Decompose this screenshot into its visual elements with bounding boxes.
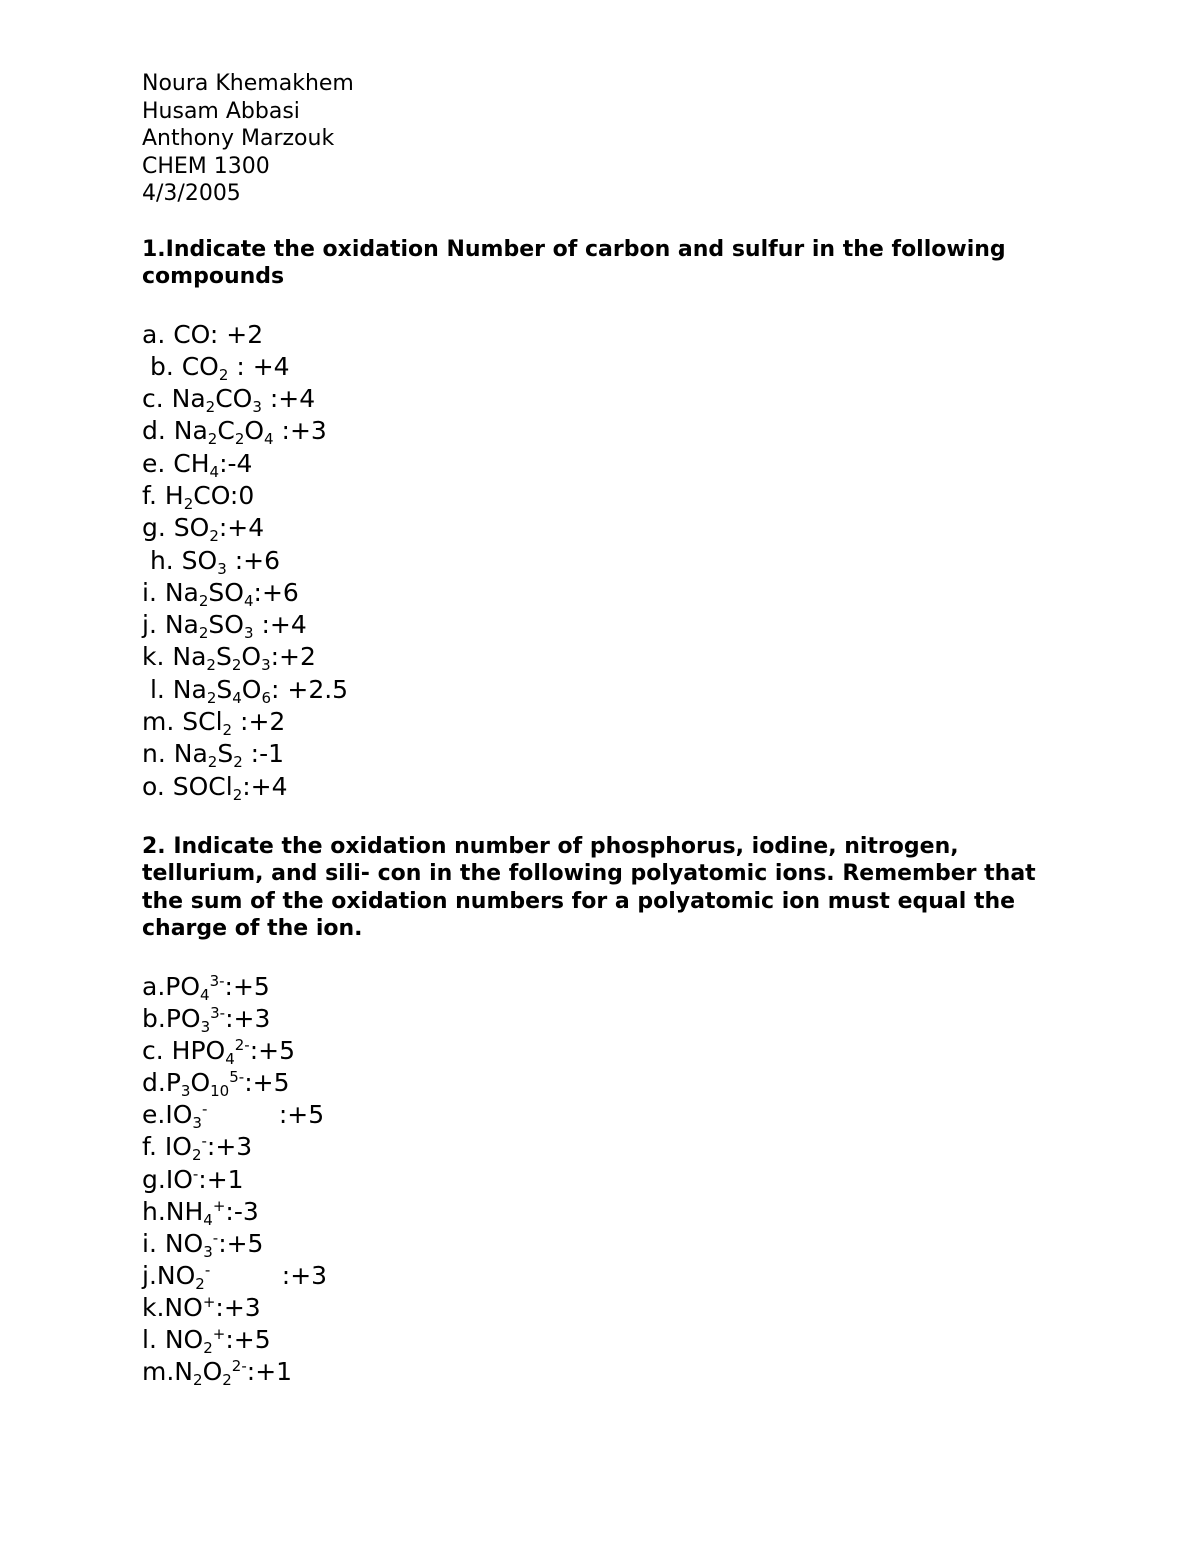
subscript: 3 (261, 656, 271, 675)
subscript: 2 (203, 1338, 213, 1357)
author-name: Husam Abbasi (142, 98, 300, 124)
superscript: - (201, 1100, 208, 1119)
subscript: 2 (231, 656, 242, 675)
answer-text: :+2 (270, 642, 316, 672)
answer-text: e. CH (142, 448, 210, 478)
answer-text: :+5 (207, 1100, 325, 1130)
answer-item (142, 545, 1062, 577)
answer-item (142, 1035, 1062, 1067)
answer-text: C (217, 416, 235, 446)
answer-text: O (202, 1357, 223, 1387)
answer-text: :+2 (232, 707, 286, 737)
answer-text: c. Na (142, 384, 206, 414)
subscript: 3 (243, 624, 254, 643)
answer-item (142, 577, 1062, 609)
answer-item (142, 1131, 1062, 1163)
superscript: 5- (229, 1068, 245, 1087)
superscript: - (212, 1228, 219, 1247)
subscript: 2 (234, 430, 245, 449)
answer-text: CO (215, 384, 253, 414)
answer-item (142, 1003, 1062, 1035)
answer-text: :+3 (215, 1292, 261, 1322)
subscript: 2 (193, 1371, 203, 1390)
answer-item (142, 641, 1062, 673)
answer-item (142, 1164, 1062, 1196)
answer-text: h. SO (142, 545, 218, 575)
answer-text: i. NO (142, 1228, 204, 1258)
answer-text: :-4 (219, 448, 253, 478)
subscript: 2 (205, 398, 216, 417)
superscript: 3- (210, 1004, 226, 1023)
superscript: 3- (209, 971, 225, 990)
answer-text: :+4 (218, 513, 265, 543)
answer-text: e.IO (142, 1100, 193, 1130)
answer-text: :+1 (198, 1164, 244, 1194)
answer-text: S (215, 642, 232, 672)
answer-text: O (190, 1068, 211, 1098)
answer-item (142, 351, 1062, 383)
answer-item (142, 1356, 1062, 1388)
answer-text: :+5 (249, 1036, 295, 1066)
answer-item (142, 771, 1062, 803)
answer-text: f. IO (142, 1132, 192, 1162)
subscript: 2 (222, 721, 233, 740)
superscript: + (212, 1196, 226, 1215)
subscript: 2 (207, 430, 218, 449)
answer-text: j. Na (142, 610, 199, 640)
answer-text: S (216, 674, 233, 704)
answer-text: :-1 (242, 739, 285, 769)
subscript: 3 (192, 1114, 202, 1133)
answer-item (142, 383, 1062, 415)
question-2-answer-list (142, 971, 1062, 1388)
superscript: - (201, 1132, 207, 1151)
answer-text: d.P (142, 1068, 181, 1098)
answer-text: m. SCl (142, 707, 223, 737)
answer-text: :+3 (225, 1004, 271, 1034)
answer-item (142, 319, 1062, 351)
answer-item (142, 512, 1062, 544)
answer-text: o. SOCl (142, 771, 233, 801)
answer-text: n. Na (142, 739, 208, 769)
answer-text: d. Na (142, 416, 208, 446)
document-page (142, 70, 1062, 1388)
answer-text: b.PO (142, 1004, 201, 1034)
answer-text: a. CO: +2 (142, 319, 264, 349)
subscript: 2 (207, 753, 218, 772)
answer-text: O (244, 416, 265, 446)
subscript: 2 (233, 753, 243, 772)
answer-text: g.IO (142, 1164, 193, 1194)
answer-item (142, 1260, 1062, 1292)
answer-text: CO:0 (193, 480, 255, 510)
answer-item (142, 1324, 1062, 1356)
subscript: 3 (252, 398, 262, 417)
question-1-prompt: 1.Indicate the oxidation Number of carbon and sulfur in the following compounds (142, 236, 1006, 289)
answer-item (142, 738, 1062, 770)
superscript: + (202, 1292, 216, 1311)
answer-text: c. HPO (142, 1036, 226, 1066)
answer-text: f. H (142, 480, 184, 510)
answer-text: : +2.5 (271, 674, 349, 704)
subscript: 2 (183, 494, 194, 513)
answer-item (142, 1099, 1062, 1131)
answer-text: :+3 (206, 1132, 253, 1162)
answer-text: :+4 (242, 771, 288, 801)
superscript: - (204, 1260, 211, 1279)
subscript: 4 (200, 985, 210, 1004)
answer-item (142, 971, 1062, 1003)
subscript: 2 (218, 365, 229, 384)
document-header (142, 70, 1062, 208)
answer-item (142, 1228, 1062, 1260)
answer-text: SO (208, 577, 244, 607)
subscript: 3 (180, 1082, 191, 1101)
answer-text: g. SO (142, 513, 210, 543)
answer-text: :-3 (225, 1196, 259, 1226)
document-date: 4/3/2005 (142, 181, 241, 206)
answer-text: :+4 (253, 610, 307, 640)
subscript: 2 (195, 1274, 205, 1293)
subscript: 2 (222, 1371, 232, 1390)
question-1-answer-list (142, 319, 1062, 803)
answer-item (142, 674, 1062, 706)
subscript: 2 (191, 1146, 202, 1165)
subscript: 2 (232, 785, 243, 804)
answer-text: O (241, 674, 262, 704)
subscript: 4 (209, 462, 220, 481)
answer-text: h.NH (142, 1196, 204, 1226)
subscript: 3 (217, 559, 227, 578)
answer-text: l. Na (142, 674, 207, 704)
answer-item (142, 609, 1062, 641)
subscript: 6 (261, 688, 272, 707)
subscript: 4 (243, 591, 254, 610)
superscript: 2- (231, 1357, 247, 1376)
answer-text: SO (208, 610, 244, 640)
superscript: - (192, 1164, 199, 1183)
answer-text: :+4 (261, 384, 316, 414)
answer-item (142, 706, 1062, 738)
answer-text: :+5 (225, 1324, 271, 1354)
subscript: 4 (225, 1050, 235, 1069)
answer-text: :+1 (246, 1357, 293, 1387)
answer-text: j.NO (142, 1260, 196, 1290)
answer-text: :+5 (218, 1228, 264, 1258)
answer-item (142, 448, 1062, 480)
answer-item (142, 480, 1062, 512)
subscript: 2 (209, 527, 219, 546)
subscript: 4 (232, 688, 242, 707)
answer-text: a.PO (142, 971, 201, 1001)
answer-text: :+5 (224, 971, 270, 1001)
subscript: 4 (203, 1210, 213, 1229)
subscript: 10 (210, 1082, 230, 1101)
answer-text: :+3 (273, 416, 327, 446)
subscript: 2 (206, 688, 217, 707)
subscript: 2 (206, 656, 216, 675)
answer-text: S (217, 739, 234, 769)
answer-text: :+3 (210, 1260, 328, 1290)
answer-text: :+6 (253, 577, 299, 607)
answer-text: l. NO (142, 1324, 204, 1354)
subscript: 2 (198, 624, 209, 643)
question-2-prompt: 2. Indicate the oxidation number of phosphorus, iodine, nitrogen, tellurium, and sili- con in the following polyatomic ions. Remember that the sum of the oxidation numbers for a polyatomic ion must equal the charge of the ion. (142, 833, 1036, 942)
answer-item (142, 1067, 1062, 1099)
subscript: 2 (198, 591, 209, 610)
answer-text: b. CO (142, 351, 219, 381)
answer-item (142, 415, 1062, 447)
answer-item (142, 1292, 1062, 1324)
answer-text: :+6 (226, 545, 281, 575)
answer-text: m.N (142, 1357, 194, 1387)
subscript: 3 (200, 1018, 211, 1037)
subscript: 4 (264, 430, 274, 449)
answer-text: O (241, 642, 262, 672)
subscript: 3 (203, 1242, 213, 1261)
course-code: CHEM 1300 (142, 153, 270, 179)
answer-text: k.NO (142, 1292, 203, 1322)
superscript: + (212, 1324, 226, 1343)
answer-text: :+5 (244, 1068, 290, 1098)
answer-text: k. Na (142, 642, 207, 672)
superscript: 2- (234, 1036, 250, 1055)
answer-text: i. Na (142, 577, 199, 607)
author-name: Anthony Marzouk (142, 126, 335, 151)
author-name: Noura Khemakhem (142, 71, 354, 96)
answer-text: : +4 (228, 351, 290, 381)
answer-item (142, 1196, 1062, 1228)
